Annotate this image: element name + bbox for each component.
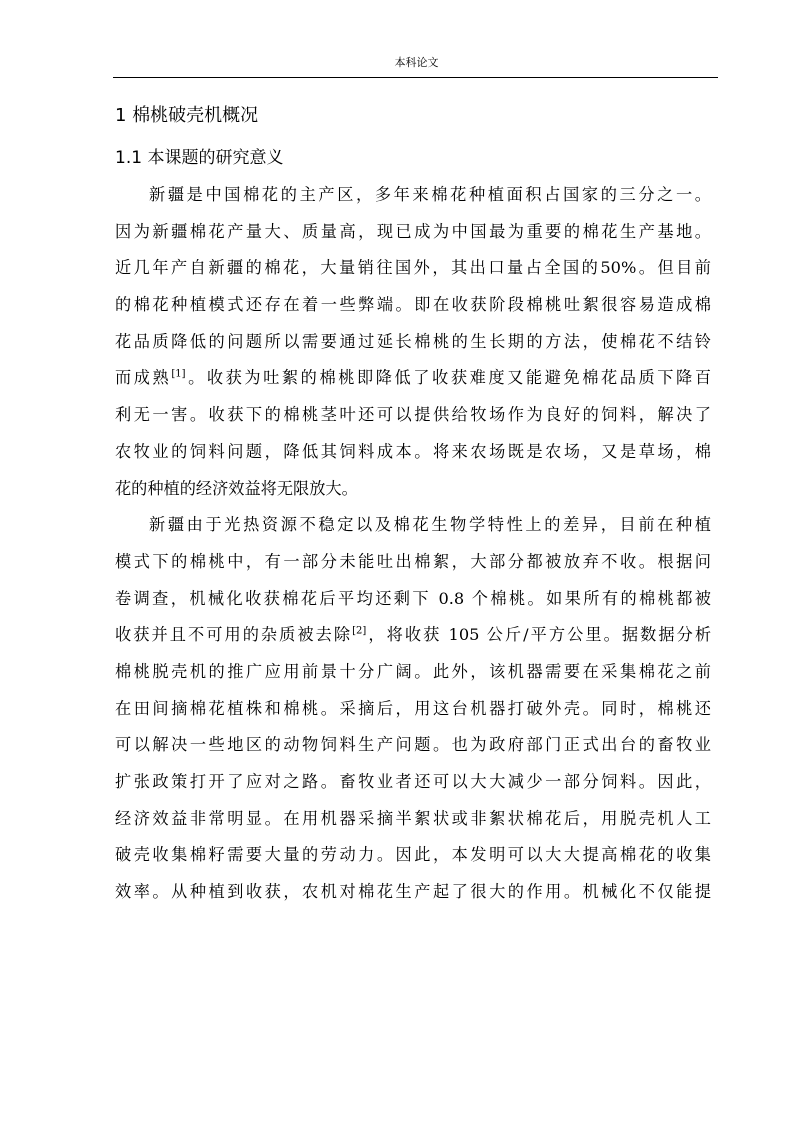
paragraph-line-with-citation bbox=[115, 360, 711, 397]
paragraph-line: 扩张政策打开了应对之路。畜牧业者还可以大大减少一部分饲料。因此， bbox=[115, 772, 711, 791]
paragraph-line: 因为新疆棉花产量大、质量高，现已成为中国最为重要的棉花生产基地。 bbox=[115, 221, 711, 241]
page-content bbox=[115, 100, 711, 911]
paragraph-line: 棉桃脱壳机的推广应用前景十分广阔。此外，该机器需要在采集棉花之前 bbox=[115, 661, 711, 681]
paragraph-line: 破壳收集棉籽需要大量的劳动力。因此，本发明可以大大提高棉花的收集 bbox=[115, 845, 711, 865]
paragraph-1 bbox=[115, 177, 711, 507]
paragraph-line: 利无一害。收获下的棉桃茎叶还可以提供给牧场作为良好的饲料，解决了 bbox=[115, 405, 711, 425]
paragraph-line: 农牧业的饲料问题，降低其饲料成本。将来农场既是农场，又是草场，棉 bbox=[115, 441, 711, 461]
paragraph-line: 可以解决一些地区的动物饲料生产问题。也为政府部门正式出台的畜牧业 bbox=[115, 735, 711, 755]
paragraph-line: 近几年产自新疆的棉花，大量销往国外，其出口量占全国的50%。但目前 bbox=[115, 258, 711, 278]
paragraph-line: 模式下的棉桃中，有一部分未能吐出棉絮，大部分都被放弃不收。根据问 bbox=[115, 551, 711, 571]
paragraph-line: 新疆是中国棉花的主产区，多年来棉花种植面积占国家的三分之一。 bbox=[149, 185, 711, 204]
text-segment: ，将收获 105 公斤/平方公里。据数据分析 bbox=[366, 625, 712, 645]
paragraph-line: 花的种植的经济效益将无限放大。 bbox=[115, 478, 358, 498]
section-heading: 1 棉桃破壳机概况 bbox=[115, 105, 259, 126]
text-segment: 。收获为吐絮的棉桃即降低了收获难度又能避免棉花品质下降百 bbox=[185, 368, 712, 388]
running-header: 本科论文 bbox=[394, 56, 439, 69]
header-rule bbox=[113, 77, 718, 78]
paragraph-line: 花品质降低的问题所以需要通过延长棉桃的生长期的方法，使棉花不结铃 bbox=[115, 331, 711, 351]
paragraph-line-with-citation bbox=[115, 617, 711, 654]
paragraph-line: 新疆由于光热资源不稳定以及棉花生物学特性上的差异，目前在种植 bbox=[149, 515, 711, 535]
paragraph-line: 效率。从种植到收获，农机对棉花生产起了很大的作用。机械化不仅能提 bbox=[115, 882, 711, 902]
paragraph-line: 卷调查，机械化收获棉花后平均还剩下 0.8 个棉桃。如果所有的棉桃都被 bbox=[115, 588, 711, 608]
text-segment: 收获并且不可用的杂质被去除 bbox=[115, 625, 353, 645]
paragraph-line: 在田间摘棉花植株和棉桃。采摘后，用这台机器打破外壳。同时，棉桃还 bbox=[115, 698, 711, 718]
subsection-heading: 1.1 本课题的研究意义 bbox=[115, 148, 284, 168]
citation-marker: [1] bbox=[171, 369, 186, 381]
paragraph-2 bbox=[115, 507, 711, 911]
paragraph-line: 经济效益非常明显。在用机器采摘半絮状或非絮状棉花后，用脱壳机人工 bbox=[115, 808, 711, 828]
paragraph-line: 的棉花种植模式还存在着一些弊端。即在收获阶段棉桃吐絮很容易造成棉 bbox=[115, 295, 711, 315]
citation-marker: [2] bbox=[352, 625, 367, 637]
text-segment: 而成熟 bbox=[115, 368, 172, 388]
